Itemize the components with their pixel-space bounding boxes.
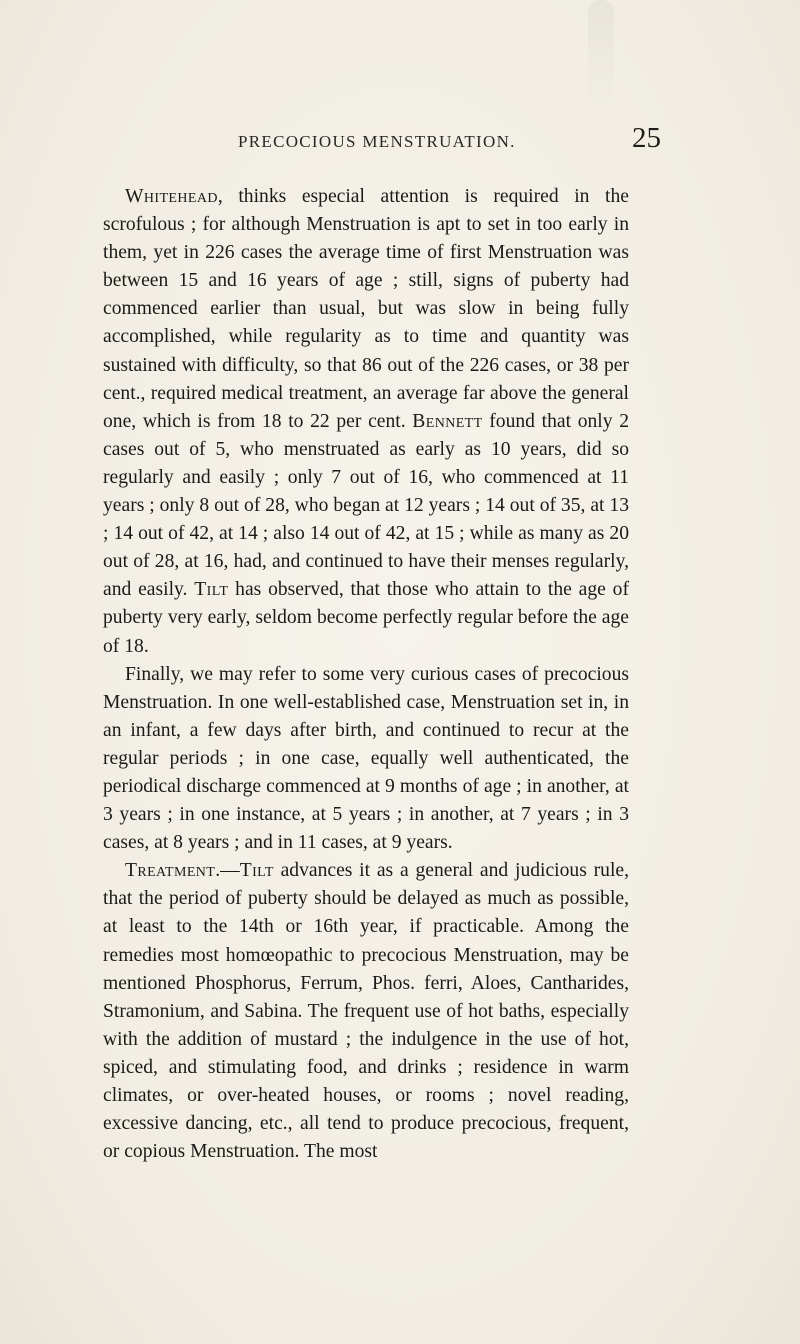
- author-name: Tilt: [239, 860, 274, 882]
- paragraph: [103, 183, 629, 661]
- text-run: , thinks especial attention is required in the scrofulous ; for although Menstruation is apt to set in too early in them, yet in 226 cases the average time of first Menstruation was between 15 and 16 years of age ; still, signs of puberty had commenced earlier than usual, but was slow in being fully accomplished, while regularity as to time and quantity was sustained with difficulty, so that 86 out of the 226 cases, or 38 per cent., required medical treatment, an average far above the general one, which is from 18 to 22 per cent.: [103, 186, 629, 432]
- page-number: 25: [632, 122, 661, 154]
- author-name: Tilt: [194, 579, 229, 601]
- text-run: found that only 2 cases out of 5, who menstruated as early as 10 years, did so regularly and easily ; only 7 out of 16, who commenced at 11 years ; only 8 out of 28, who began at 12 years ; 14 out of 35, at 13 ; 14 out of 42, at 14 ; also 14 out of 42, at 15 ; while as many as 20 out of 28, at 16, had, and continued to have their menses regularly, and easily.: [103, 410, 629, 601]
- paper-stain: [588, 0, 614, 110]
- body-text: [103, 183, 629, 1166]
- text-run: advances it as a general and judicious rule, that the period of puberty should be delayed as much as possible, at least to the 14th or 16th year, if practicable. Among the remedies most homœopathic to precocious Menstruation, may be mentioned Phosphorus, Ferrum, Phos. ferri, Aloes, Cantharides, Stramonium, and Sabina. The frequent use of hot baths, especially with the addition of mustard ; the indulgence in the use of hot, spiced, and stimulating food, and drinks ; residence in warm climates, or over-heated houses, or rooms ; novel reading, excessive dancing, etc., all tend to produce precocious, frequent, or copious Menstruation. The most: [103, 860, 629, 1163]
- text-run: Finally, we may refer to some very curious cases of precocious Menstruation. In one well-established case, Menstruation set in, in an infant, a few days after birth, and continued to recur at the regular periods ; in one case, equally well authenticated, the periodical discharge commenced at 9 months of age ; in another, at 3 years ; in one instance, at 5 years ; in another, at 7 years ; in 3 cases, at 8 years ; and in 11 cases, at 9 years.: [103, 663, 629, 854]
- page-header: [0, 116, 800, 156]
- text-run: has observed, that those who attain to the age of puberty very early, seldom become perfectly regular before the age of 18.: [103, 579, 629, 657]
- text-run: .—: [215, 860, 240, 882]
- section-heading: Treatment: [125, 860, 216, 882]
- paragraph: [103, 857, 629, 1166]
- paragraph: [103, 661, 629, 858]
- running-title: PRECOCIOUS MENSTRUATION.: [238, 132, 516, 151]
- author-name: Whitehead: [125, 186, 218, 207]
- author-name: Bennett: [412, 410, 483, 432]
